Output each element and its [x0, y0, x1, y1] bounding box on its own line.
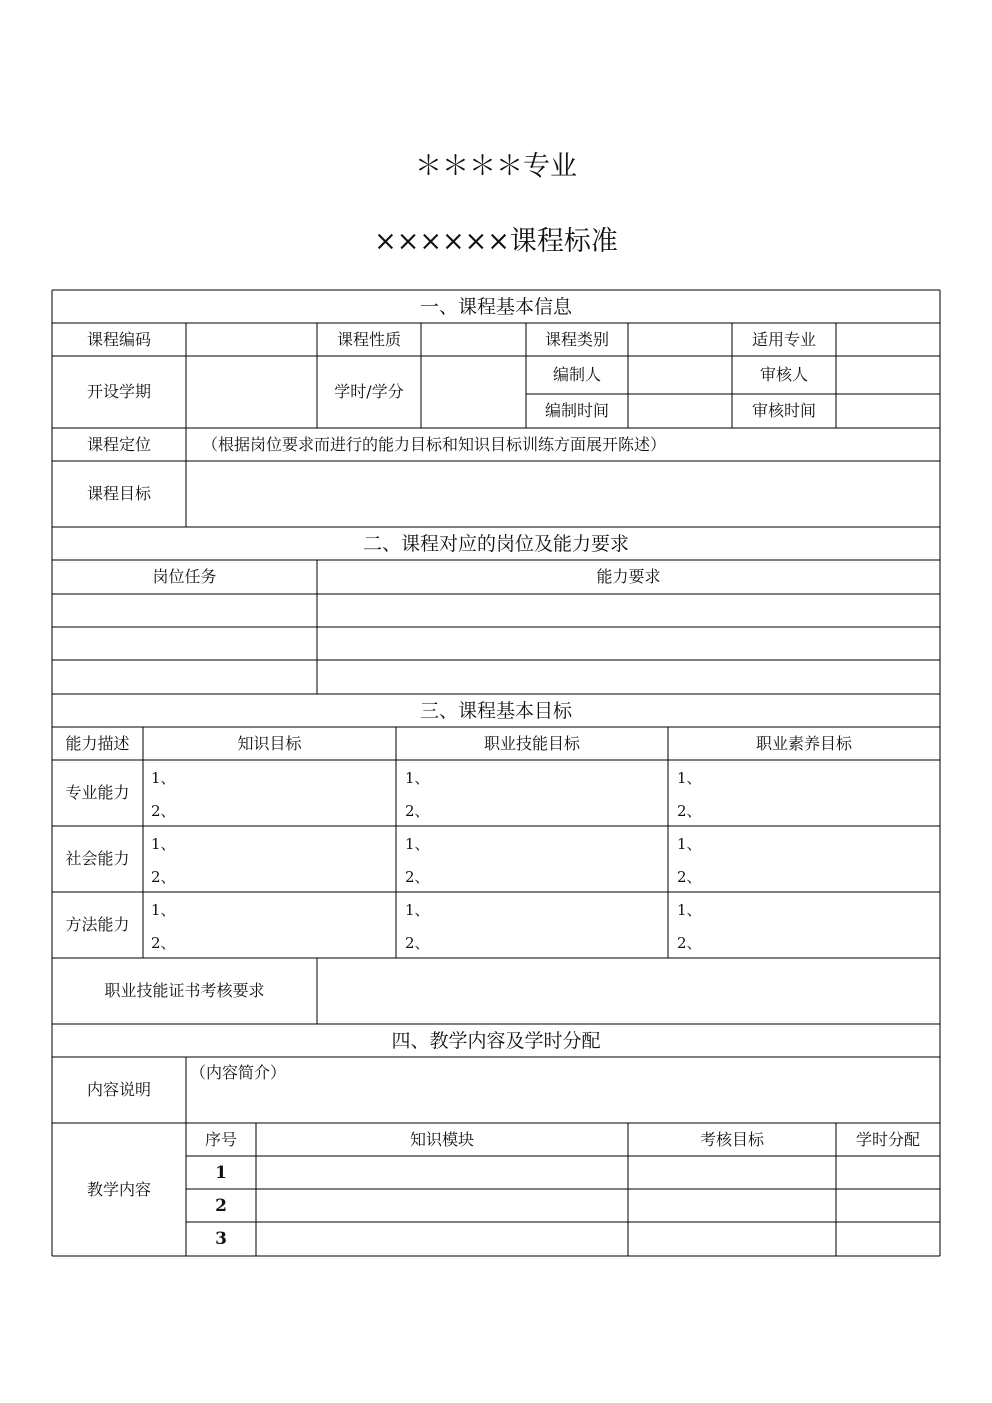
applicable-major-label: 适用专业 — [751, 329, 816, 349]
author-time-label: 编制时间 — [544, 401, 609, 420]
cert-requirement-field[interactable] — [317, 958, 940, 1024]
review-time-label: 审核时间 — [751, 401, 816, 420]
skill-item-1[interactable]: 1、 — [405, 769, 430, 787]
knowledge-item-1[interactable]: 1、 — [151, 901, 176, 919]
assessment-goal-field[interactable] — [628, 1189, 836, 1222]
knowledge-module-field[interactable] — [256, 1222, 628, 1256]
skill-item-1[interactable]: 1、 — [405, 901, 430, 919]
knowledge-item-2[interactable]: 2、 — [151, 934, 176, 952]
ability-requirement-field[interactable] — [317, 660, 940, 694]
ability-requirement-field[interactable] — [317, 627, 940, 660]
knowledge-module-field[interactable] — [256, 1156, 628, 1189]
row-number: 3 — [215, 1229, 227, 1249]
section-positions-title: 二、课程对应的岗位及能力要求 — [362, 532, 629, 555]
knowledge-item-2[interactable]: 2、 — [151, 802, 176, 820]
course-category-field[interactable] — [628, 323, 732, 356]
course-goal-field[interactable] — [186, 461, 940, 527]
serial-number-header: 序号 — [204, 1129, 237, 1149]
quality-item-2[interactable]: 2、 — [677, 934, 702, 952]
course-code-label: 课程编码 — [86, 329, 151, 349]
hours-allocation-field[interactable] — [836, 1156, 940, 1189]
quality-item-2[interactable]: 2、 — [677, 868, 702, 886]
course-goal-label: 课程目标 — [86, 484, 151, 503]
ability-requirement-header: 能力要求 — [596, 567, 661, 586]
position-task-field[interactable] — [52, 660, 317, 694]
semester-field[interactable] — [186, 356, 317, 428]
hours-allocation-header: 学时分配 — [855, 1129, 920, 1149]
section-goals-title: 三、课程基本目标 — [419, 699, 572, 722]
assessment-goal-header: 考核目标 — [699, 1129, 764, 1149]
content-desc-hint[interactable]: （内容简介） — [190, 1063, 287, 1082]
ability-row-label: 社会能力 — [65, 849, 130, 868]
position-task-header: 岗位任务 — [152, 567, 217, 586]
assessment-goal-field[interactable] — [628, 1156, 836, 1189]
position-task-field[interactable] — [52, 594, 317, 627]
hours-credits-label: 学时/学分 — [334, 382, 404, 401]
author-field[interactable] — [628, 356, 732, 394]
quality-item-2[interactable]: 2、 — [677, 802, 702, 820]
applicable-major-field[interactable] — [836, 323, 940, 356]
ability-row-label: 方法能力 — [65, 915, 130, 934]
ability-desc-header: 能力描述 — [65, 733, 130, 753]
course-nature-field[interactable] — [421, 323, 526, 356]
cert-requirement-label: 职业技能证书考核要求 — [104, 981, 265, 1000]
skill-item-2[interactable]: 2、 — [405, 868, 430, 886]
major-title: ＊＊＊＊专业 — [415, 151, 577, 182]
position-task-field[interactable] — [52, 627, 317, 660]
course-code-field[interactable] — [186, 323, 317, 356]
assessment-goal-field[interactable] — [628, 1222, 836, 1256]
reviewer-field[interactable] — [836, 356, 940, 394]
hours-allocation-field[interactable] — [836, 1222, 940, 1256]
content-desc-label: 内容说明 — [86, 1080, 151, 1099]
teaching-content-label: 教学内容 — [86, 1179, 151, 1199]
section-basic-info-title: 一、课程基本信息 — [419, 295, 572, 318]
knowledge-item-1[interactable]: 1、 — [151, 769, 176, 787]
skill-item-2[interactable]: 2、 — [405, 802, 430, 820]
skill-item-1[interactable]: 1、 — [405, 835, 430, 853]
quality-item-1[interactable]: 1、 — [677, 835, 702, 853]
row-number: 1 — [215, 1162, 227, 1183]
course-category-label: 课程类别 — [544, 329, 609, 349]
knowledge-module-field[interactable] — [256, 1189, 628, 1222]
knowledge-item-1[interactable]: 1、 — [151, 835, 176, 853]
review-time-field[interactable] — [836, 394, 940, 428]
knowledge-module-header: 知识模块 — [409, 1129, 474, 1149]
hours-allocation-field[interactable] — [836, 1189, 940, 1222]
skill-goal-header: 职业技能目标 — [483, 733, 580, 753]
course-position-label: 课程定位 — [86, 434, 151, 454]
author-label: 编制人 — [552, 365, 601, 384]
course-nature-label: 课程性质 — [336, 329, 401, 349]
hours-credits-field[interactable] — [421, 356, 526, 428]
course-title: ××××××课程标准 — [374, 226, 618, 257]
section-content-title: 四、教学内容及学时分配 — [391, 1029, 601, 1052]
knowledge-goal-header: 知识目标 — [237, 733, 302, 753]
quality-goal-header: 职业素养目标 — [755, 733, 852, 753]
reviewer-label: 审核人 — [759, 365, 808, 384]
semester-label: 开设学期 — [86, 382, 151, 401]
ability-row-label: 专业能力 — [65, 783, 130, 802]
skill-item-2[interactable]: 2、 — [405, 934, 430, 952]
quality-item-1[interactable]: 1、 — [677, 769, 702, 787]
quality-item-1[interactable]: 1、 — [677, 901, 702, 919]
knowledge-item-2[interactable]: 2、 — [151, 868, 176, 886]
ability-requirement-field[interactable] — [317, 594, 940, 627]
course-position-hint[interactable]: （根据岗位要求而进行的能力目标和知识目标训练方面展开陈述） — [202, 434, 667, 454]
row-number: 2 — [215, 1195, 227, 1216]
author-time-field[interactable] — [628, 394, 732, 428]
